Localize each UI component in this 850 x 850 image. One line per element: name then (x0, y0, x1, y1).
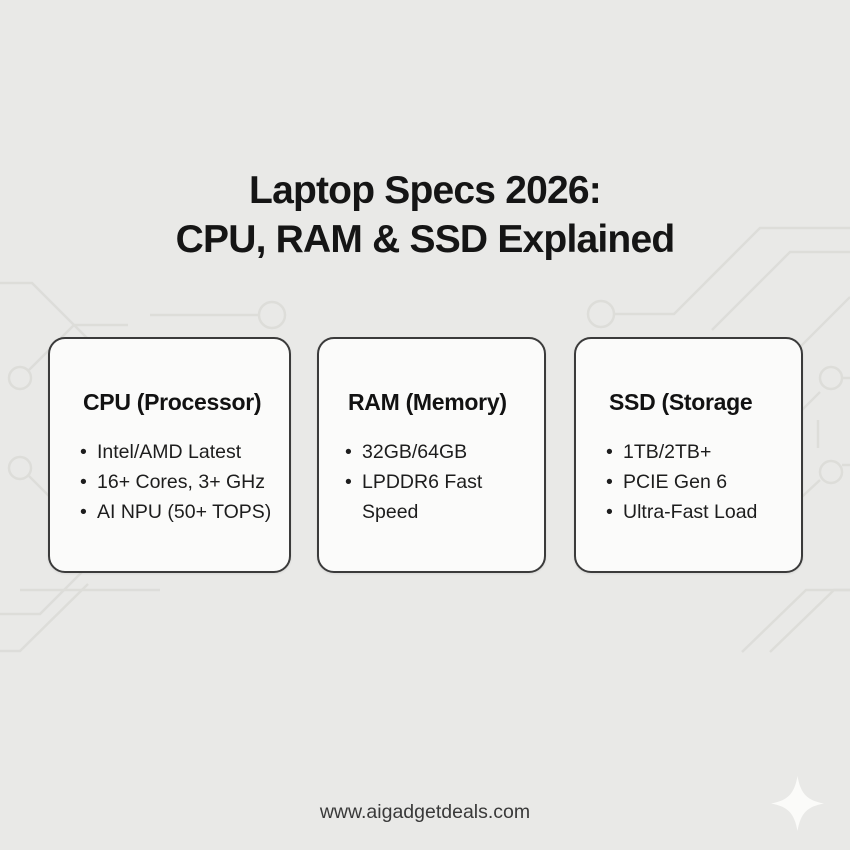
list-item: • 16+ Cores, 3+ GHz (80, 467, 275, 497)
card-ssd-title: SSD (Storage (609, 389, 753, 415)
list-item: • Intel/AMD Latest (80, 437, 275, 467)
card-ram (317, 337, 546, 573)
card-ram-title: RAM (Memory) (348, 389, 507, 415)
card-ssd-list (606, 437, 787, 527)
card-cpu-list (80, 437, 275, 527)
card-ram-list (345, 437, 530, 527)
card-cpu (48, 337, 291, 573)
list-item: • PCIE Gen 6 (606, 467, 787, 497)
page-title-line-1: Laptop Specs 2026: (249, 169, 601, 212)
card-ssd (574, 337, 803, 573)
page-title (0, 166, 850, 264)
list-item: • Ultra-Fast Load (606, 497, 787, 527)
list-item: • LPDDR6 Fast Speed (345, 467, 530, 527)
website-url: www.aigadgetdeals.com (319, 801, 531, 823)
list-item: • 1TB/2TB+ (606, 437, 787, 467)
card-cpu-title: CPU (Processor) (83, 389, 262, 415)
list-item: • 32GB/64GB (345, 437, 530, 467)
list-item: • AI NPU (50+ TOPS) (80, 497, 275, 527)
page-title-line-2: CPU, RAM & SSD Explained (175, 218, 675, 261)
